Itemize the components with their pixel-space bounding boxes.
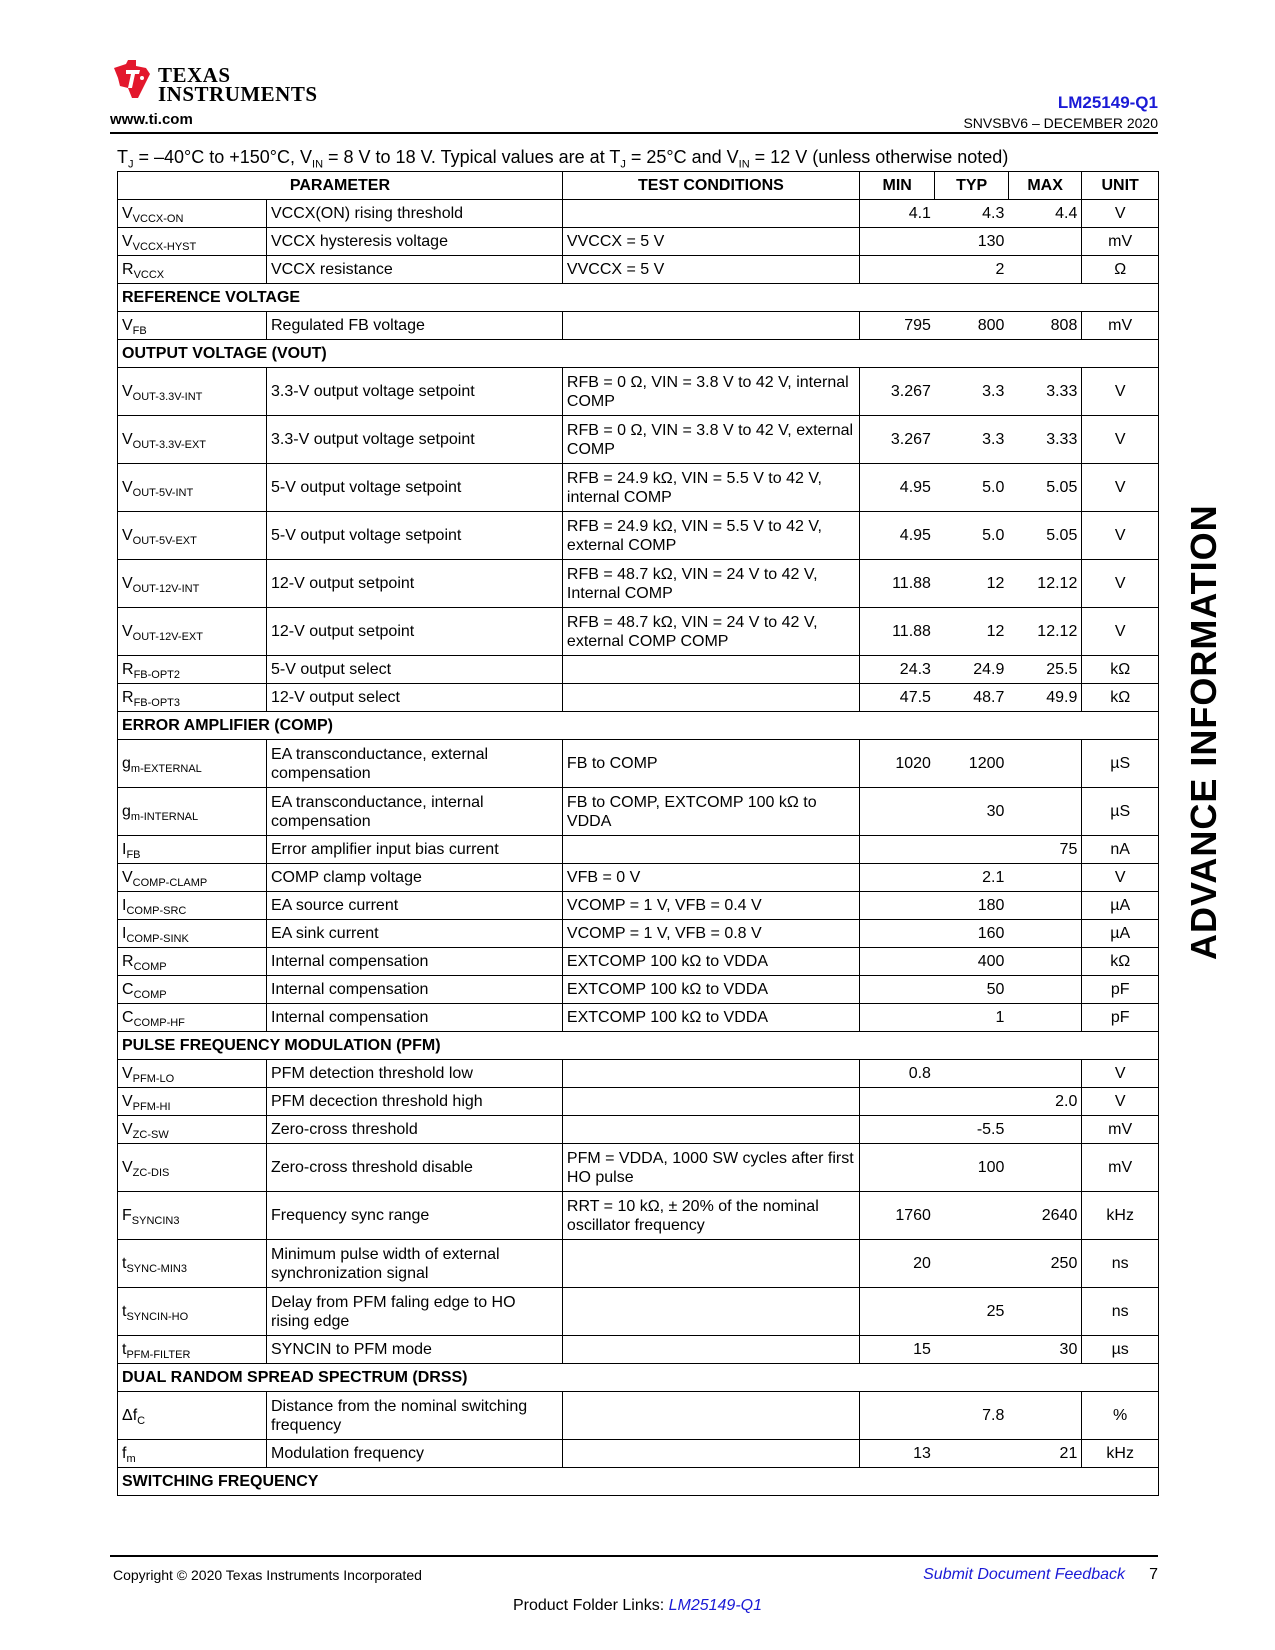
symbol-cell: $V_{ZC-SW}$ <box>118 1116 267 1144</box>
min-cell <box>859 228 935 256</box>
min-cell <box>859 1144 935 1192</box>
unit-cell: µs <box>1082 1336 1159 1364</box>
unit-cell: ns <box>1082 1240 1159 1288</box>
product-folder-link[interactable]: LM25149-Q1 <box>668 1597 762 1614</box>
test-conditions-cell: RFB = 24.9 kΩ, VIN = 5.5 V to 42 V, external COMP <box>562 512 859 560</box>
typ-cell <box>935 1192 1008 1240</box>
table-row <box>118 560 1159 608</box>
max-cell: 5.05 <box>1008 464 1081 512</box>
min-cell: 3.267 <box>859 368 935 416</box>
section-title: ERROR AMPLIFIER (COMP) <box>118 712 1159 740</box>
copyright: Copyright © 2020 Texas Instruments Incorporated <box>113 1567 422 1583</box>
min-cell: 795 <box>859 312 935 340</box>
unit-cell: µS <box>1082 740 1159 788</box>
unit-cell: V <box>1082 368 1159 416</box>
unit-cell: pF <box>1082 1004 1159 1032</box>
unit-cell: V <box>1082 864 1159 892</box>
table-row <box>118 1060 1159 1088</box>
symbol-cell: $F_{SYNCIN3}$ <box>118 1192 267 1240</box>
min-cell: 24.3 <box>859 656 935 684</box>
description-cell: VCCX(ON) rising threshold <box>267 200 563 228</box>
table-row <box>118 1088 1159 1116</box>
test-conditions-cell: EXTCOMP 100 kΩ to VDDA <box>562 1004 859 1032</box>
min-cell: 0.8 <box>859 1060 935 1088</box>
header-rule <box>110 132 1158 134</box>
table-header-row <box>118 172 1159 200</box>
typ-cell: 1200 <box>935 740 1008 788</box>
unit-cell: µA <box>1082 920 1159 948</box>
typ-cell: 12 <box>935 560 1008 608</box>
min-cell <box>859 1116 935 1144</box>
min-cell <box>859 920 935 948</box>
typ-cell: 2 <box>935 256 1008 284</box>
test-conditions-cell <box>562 1240 859 1288</box>
symbol-cell: $V_{PFM-LO}$ <box>118 1060 267 1088</box>
description-cell: VCCX resistance <box>267 256 563 284</box>
advance-information-banner: ADVANCE INFORMATION <box>1183 504 1224 960</box>
typ-cell: 180 <box>935 892 1008 920</box>
max-cell <box>1008 788 1081 836</box>
max-cell: 2640 <box>1008 1192 1081 1240</box>
section-title: DUAL RANDOM SPREAD SPECTRUM (DRSS) <box>118 1364 1159 1392</box>
min-cell <box>859 788 935 836</box>
section-row <box>118 712 1159 740</box>
max-cell <box>1008 864 1081 892</box>
section-title: SWITCHING FREQUENCY <box>118 1468 1159 1496</box>
description-cell: Internal compensation <box>267 948 563 976</box>
description-cell: 12-V output setpoint <box>267 560 563 608</box>
header-max: MAX <box>1008 172 1081 200</box>
table-row <box>118 920 1159 948</box>
table-row <box>118 416 1159 464</box>
test-conditions-cell <box>562 656 859 684</box>
test-conditions-cell: FB to COMP, EXTCOMP 100 kΩ to VDDA <box>562 788 859 836</box>
symbol-cell: $g_{m-EXTERNAL}$ <box>118 740 267 788</box>
description-cell: Minimum pulse width of external synchronization signal <box>267 1240 563 1288</box>
symbol-cell: $V_{VCCX-ON}$ <box>118 200 267 228</box>
test-conditions-cell: EXTCOMP 100 kΩ to VDDA <box>562 976 859 1004</box>
table-row <box>118 976 1159 1004</box>
table-row <box>118 892 1159 920</box>
typ-cell: 3.3 <box>935 416 1008 464</box>
max-cell: 5.05 <box>1008 512 1081 560</box>
ti-logo-text <box>158 63 318 106</box>
description-cell: Regulated FB voltage <box>267 312 563 340</box>
min-cell <box>859 256 935 284</box>
unit-cell: V <box>1082 512 1159 560</box>
table-row <box>118 864 1159 892</box>
test-conditions-cell <box>562 684 859 712</box>
min-cell <box>859 1288 935 1336</box>
table-row <box>118 464 1159 512</box>
max-cell: 49.9 <box>1008 684 1081 712</box>
table-row <box>118 228 1159 256</box>
test-conditions-cell: VCOMP = 1 V, VFB = 0.8 V <box>562 920 859 948</box>
unit-cell: kHz <box>1082 1440 1159 1468</box>
section-row <box>118 340 1159 368</box>
test-conditions-cell <box>562 312 859 340</box>
typ-cell: -5.5 <box>935 1116 1008 1144</box>
description-cell: VCCX hysteresis voltage <box>267 228 563 256</box>
typ-cell <box>935 1440 1008 1468</box>
test-conditions-cell <box>562 1116 859 1144</box>
symbol-cell: $R_{VCCX}$ <box>118 256 267 284</box>
unit-cell: mV <box>1082 1144 1159 1192</box>
typ-cell: 5.0 <box>935 464 1008 512</box>
symbol-cell: $C_{COMP-HF}$ <box>118 1004 267 1032</box>
description-cell: 5-V output voltage setpoint <box>267 464 563 512</box>
test-conditions-cell: VVCCX = 5 V <box>562 228 859 256</box>
test-conditions-cell <box>562 1336 859 1364</box>
typ-cell <box>935 1088 1008 1116</box>
test-conditions-cell <box>562 1060 859 1088</box>
conditions-line: $T_J = -40^\circ C$ to +150°C, $V_{IN} = 8$ V to 18 V. Typical values are at $T_J = 25^\circ C$ and $V_{IN} = 12$ V (unless otherwise noted) <box>117 147 1009 171</box>
unit-cell: kHz <box>1082 1192 1159 1240</box>
table-row <box>118 608 1159 656</box>
max-cell <box>1008 976 1081 1004</box>
symbol-cell: $V_{VCCX-HYST}$ <box>118 228 267 256</box>
description-cell: EA transconductance, internal compensation <box>267 788 563 836</box>
test-conditions-cell <box>562 1288 859 1336</box>
max-cell <box>1008 228 1081 256</box>
description-cell: Modulation frequency <box>267 1440 563 1468</box>
max-cell <box>1008 1004 1081 1032</box>
website-link[interactable]: www.ti.com <box>110 111 193 128</box>
test-conditions-cell: PFM = VDDA, 1000 SW cycles after first HO pulse <box>562 1144 859 1192</box>
table-row <box>118 948 1159 976</box>
electrical-characteristics-table <box>117 171 1159 1496</box>
max-cell <box>1008 1060 1081 1088</box>
typ-cell: 2.1 <box>935 864 1008 892</box>
unit-cell: mV <box>1082 1116 1159 1144</box>
max-cell <box>1008 1392 1081 1440</box>
min-cell: 20 <box>859 1240 935 1288</box>
description-cell: Delay from PFM faling edge to HO rising edge <box>267 1288 563 1336</box>
description-cell: COMP clamp voltage <box>267 864 563 892</box>
test-conditions-cell <box>562 836 859 864</box>
description-cell: Distance from the nominal switching frequency <box>267 1392 563 1440</box>
max-cell: 3.33 <box>1008 368 1081 416</box>
doc-id: SNVSBV6 – DECEMBER 2020 <box>963 115 1158 131</box>
section-title: OUTPUT VOLTAGE (VOUT) <box>118 340 1159 368</box>
unit-cell: V <box>1082 560 1159 608</box>
section-row <box>118 284 1159 312</box>
min-cell: 47.5 <box>859 684 935 712</box>
max-cell: 250 <box>1008 1240 1081 1288</box>
max-cell <box>1008 256 1081 284</box>
section-row <box>118 1364 1159 1392</box>
typ-cell: 400 <box>935 948 1008 976</box>
table-row <box>118 684 1159 712</box>
table-row <box>118 740 1159 788</box>
unit-cell: V <box>1082 1088 1159 1116</box>
test-conditions-cell: RFB = 48.7 kΩ, VIN = 24 V to 42 V, external COMP COMP <box>562 608 859 656</box>
symbol-cell: $V_{OUT-3.3V-INT}$ <box>118 368 267 416</box>
min-cell <box>859 892 935 920</box>
description-cell: 12-V output setpoint <box>267 608 563 656</box>
description-cell: Error amplifier input bias current <box>267 836 563 864</box>
symbol-cell: $t_{SYNCIN-HO}$ <box>118 1288 267 1336</box>
min-cell: 11.88 <box>859 560 935 608</box>
description-cell: PFM detection threshold low <box>267 1060 563 1088</box>
test-conditions-cell <box>562 1088 859 1116</box>
table-row <box>118 1192 1159 1240</box>
description-cell: Zero-cross threshold <box>267 1116 563 1144</box>
test-conditions-cell <box>562 1392 859 1440</box>
header-test-conditions: TEST CONDITIONS <box>562 172 859 200</box>
part-number-link[interactable]: LM25149-Q1 <box>1057 93 1158 112</box>
ti-logo-icon <box>110 58 154 102</box>
typ-cell: 7.8 <box>935 1392 1008 1440</box>
unit-cell: V <box>1082 464 1159 512</box>
max-cell <box>1008 740 1081 788</box>
max-cell <box>1008 892 1081 920</box>
max-cell: 12.12 <box>1008 608 1081 656</box>
test-conditions-cell: RFB = 0 Ω, VIN = 3.8 V to 42 V, internal COMP <box>562 368 859 416</box>
typ-cell: 100 <box>935 1144 1008 1192</box>
typ-cell: 800 <box>935 312 1008 340</box>
max-cell: 21 <box>1008 1440 1081 1468</box>
description-cell: SYNCIN to PFM mode <box>267 1336 563 1364</box>
symbol-cell: $t_{PFM-FILTER}$ <box>118 1336 267 1364</box>
table-row <box>118 656 1159 684</box>
table-row <box>118 836 1159 864</box>
test-conditions-cell: VVCCX = 5 V <box>562 256 859 284</box>
unit-cell: V <box>1082 416 1159 464</box>
table-row <box>118 1392 1159 1440</box>
logo-line1: TEXAS <box>158 63 231 87</box>
unit-cell: mV <box>1082 312 1159 340</box>
logo-line2: INSTRUMENTS <box>158 82 318 106</box>
table-row <box>118 512 1159 560</box>
typ-cell: 1 <box>935 1004 1008 1032</box>
typ-cell: 12 <box>935 608 1008 656</box>
typ-cell: 25 <box>935 1288 1008 1336</box>
symbol-cell: $I_{COMP-SRC}$ <box>118 892 267 920</box>
description-cell: 5-V output select <box>267 656 563 684</box>
unit-cell: mV <box>1082 228 1159 256</box>
folder-label: Product Folder Links: <box>512 1597 669 1614</box>
min-cell <box>859 836 935 864</box>
symbol-cell: $V_{OUT-5V-INT}$ <box>118 464 267 512</box>
max-cell: 4.4 <box>1008 200 1081 228</box>
table-row <box>118 368 1159 416</box>
description-cell: EA source current <box>267 892 563 920</box>
symbol-cell: $f_m$ <box>118 1440 267 1468</box>
symbol-cell: $R_{FB-OPT3}$ <box>118 684 267 712</box>
footer-rule <box>110 1555 1158 1557</box>
symbol-cell: $t_{SYNC-MIN3}$ <box>118 1240 267 1288</box>
symbol-cell: $V_{ZC-DIS}$ <box>118 1144 267 1192</box>
description-cell: 3.3-V output voltage setpoint <box>267 368 563 416</box>
typ-cell <box>935 1336 1008 1364</box>
test-conditions-cell: VCOMP = 1 V, VFB = 0.4 V <box>562 892 859 920</box>
typ-cell <box>935 1060 1008 1088</box>
description-cell: Internal compensation <box>267 976 563 1004</box>
min-cell: 1760 <box>859 1192 935 1240</box>
unit-cell: ns <box>1082 1288 1159 1336</box>
symbol-cell: $I_{COMP-SINK}$ <box>118 920 267 948</box>
unit-cell: kΩ <box>1082 948 1159 976</box>
header-typ: TYP <box>935 172 1008 200</box>
test-conditions-cell: FB to COMP <box>562 740 859 788</box>
symbol-cell: $\Delta f_C$ <box>118 1392 267 1440</box>
min-cell: 11.88 <box>859 608 935 656</box>
min-cell <box>859 948 935 976</box>
header-min: MIN <box>859 172 935 200</box>
section-title: REFERENCE VOLTAGE <box>118 284 1159 312</box>
symbol-cell: $V_{OUT-3.3V-EXT}$ <box>118 416 267 464</box>
max-cell: 30 <box>1008 1336 1081 1364</box>
test-conditions-cell: EXTCOMP 100 kΩ to VDDA <box>562 948 859 976</box>
typ-cell: 50 <box>935 976 1008 1004</box>
table-row <box>118 1336 1159 1364</box>
symbol-cell: $V_{COMP-CLAMP}$ <box>118 864 267 892</box>
test-conditions-cell: VFB = 0 V <box>562 864 859 892</box>
test-conditions-cell <box>562 1440 859 1468</box>
header-parameter: PARAMETER <box>118 172 563 200</box>
min-cell: 1020 <box>859 740 935 788</box>
symbol-cell: $V_{OUT-12V-EXT}$ <box>118 608 267 656</box>
max-cell <box>1008 1144 1081 1192</box>
max-cell: 12.12 <box>1008 560 1081 608</box>
header-unit: UNIT <box>1082 172 1159 200</box>
symbol-cell: $R_{FB-OPT2}$ <box>118 656 267 684</box>
product-folder-links <box>0 1597 1275 1615</box>
typ-cell: 48.7 <box>935 684 1008 712</box>
unit-cell: V <box>1082 608 1159 656</box>
unit-cell: µS <box>1082 788 1159 836</box>
unit-cell: V <box>1082 200 1159 228</box>
typ-cell: 30 <box>935 788 1008 836</box>
description-cell: 12-V output select <box>267 684 563 712</box>
symbol-cell: $V_{OUT-5V-EXT}$ <box>118 512 267 560</box>
unit-cell: Ω <box>1082 256 1159 284</box>
min-cell: 4.1 <box>859 200 935 228</box>
table-row <box>118 1144 1159 1192</box>
typ-cell: 3.3 <box>935 368 1008 416</box>
table-row <box>118 1116 1159 1144</box>
max-cell: 75 <box>1008 836 1081 864</box>
unit-cell: pF <box>1082 976 1159 1004</box>
description-cell: EA transconductance, external compensation <box>267 740 563 788</box>
description-cell: Internal compensation <box>267 1004 563 1032</box>
symbol-cell: $V_{FB}$ <box>118 312 267 340</box>
min-cell <box>859 1004 935 1032</box>
test-conditions-cell: RFB = 24.9 kΩ, VIN = 5.5 V to 42 V, internal COMP <box>562 464 859 512</box>
symbol-cell: $V_{PFM-HI}$ <box>118 1088 267 1116</box>
section-row <box>118 1032 1159 1060</box>
test-conditions-cell: RFB = 48.7 kΩ, VIN = 24 V to 42 V, Internal COMP <box>562 560 859 608</box>
min-cell <box>859 1392 935 1440</box>
typ-cell <box>935 836 1008 864</box>
ti-logo[interactable] <box>110 58 318 108</box>
max-cell: 3.33 <box>1008 416 1081 464</box>
page-number: 7 <box>1149 1566 1158 1583</box>
section-title: PULSE FREQUENCY MODULATION (PFM) <box>118 1032 1159 1060</box>
min-cell: 13 <box>859 1440 935 1468</box>
symbol-cell: $g_{m-INTERNAL}$ <box>118 788 267 836</box>
submit-feedback-link[interactable]: Submit Document Feedback <box>923 1566 1125 1583</box>
table-row <box>118 1240 1159 1288</box>
min-cell <box>859 976 935 1004</box>
description-cell: Frequency sync range <box>267 1192 563 1240</box>
symbol-cell: $C_{COMP}$ <box>118 976 267 1004</box>
max-cell <box>1008 948 1081 976</box>
typ-cell <box>935 1240 1008 1288</box>
description-cell: Zero-cross threshold disable <box>267 1144 563 1192</box>
typ-cell: 5.0 <box>935 512 1008 560</box>
table-row <box>118 312 1159 340</box>
typ-cell: 4.3 <box>935 200 1008 228</box>
unit-cell: µA <box>1082 892 1159 920</box>
description-cell: 5-V output voltage setpoint <box>267 512 563 560</box>
table-body <box>118 200 1159 1496</box>
typ-cell: 130 <box>935 228 1008 256</box>
typ-cell: 24.9 <box>935 656 1008 684</box>
max-cell: 808 <box>1008 312 1081 340</box>
max-cell: 2.0 <box>1008 1088 1081 1116</box>
description-cell: EA sink current <box>267 920 563 948</box>
section-row <box>118 1468 1159 1496</box>
max-cell <box>1008 1116 1081 1144</box>
min-cell: 3.267 <box>859 416 935 464</box>
typ-cell: 160 <box>935 920 1008 948</box>
test-conditions-cell: RFB = 0 Ω, VIN = 3.8 V to 42 V, external COMP <box>562 416 859 464</box>
symbol-cell: $I_{FB}$ <box>118 836 267 864</box>
max-cell: 25.5 <box>1008 656 1081 684</box>
description-cell: PFM decection threshold high <box>267 1088 563 1116</box>
unit-cell: V <box>1082 1060 1159 1088</box>
unit-cell: kΩ <box>1082 656 1159 684</box>
test-conditions-cell: RRT = 10 kΩ, ± 20% of the nominal oscillator frequency <box>562 1192 859 1240</box>
unit-cell: nA <box>1082 836 1159 864</box>
test-conditions-cell <box>562 200 859 228</box>
table-row <box>118 1004 1159 1032</box>
unit-cell: kΩ <box>1082 684 1159 712</box>
max-cell <box>1008 920 1081 948</box>
table-row <box>118 1288 1159 1336</box>
table-row <box>118 788 1159 836</box>
min-cell <box>859 864 935 892</box>
unit-cell: % <box>1082 1392 1159 1440</box>
symbol-cell: $R_{COMP}$ <box>118 948 267 976</box>
description-cell: 3.3-V output voltage setpoint <box>267 416 563 464</box>
symbol-cell: $V_{OUT-12V-INT}$ <box>118 560 267 608</box>
min-cell: 15 <box>859 1336 935 1364</box>
max-cell <box>1008 1288 1081 1336</box>
table-row <box>118 256 1159 284</box>
min-cell <box>859 1088 935 1116</box>
table-row <box>118 200 1159 228</box>
min-cell: 4.95 <box>859 464 935 512</box>
table-row <box>118 1440 1159 1468</box>
min-cell: 4.95 <box>859 512 935 560</box>
